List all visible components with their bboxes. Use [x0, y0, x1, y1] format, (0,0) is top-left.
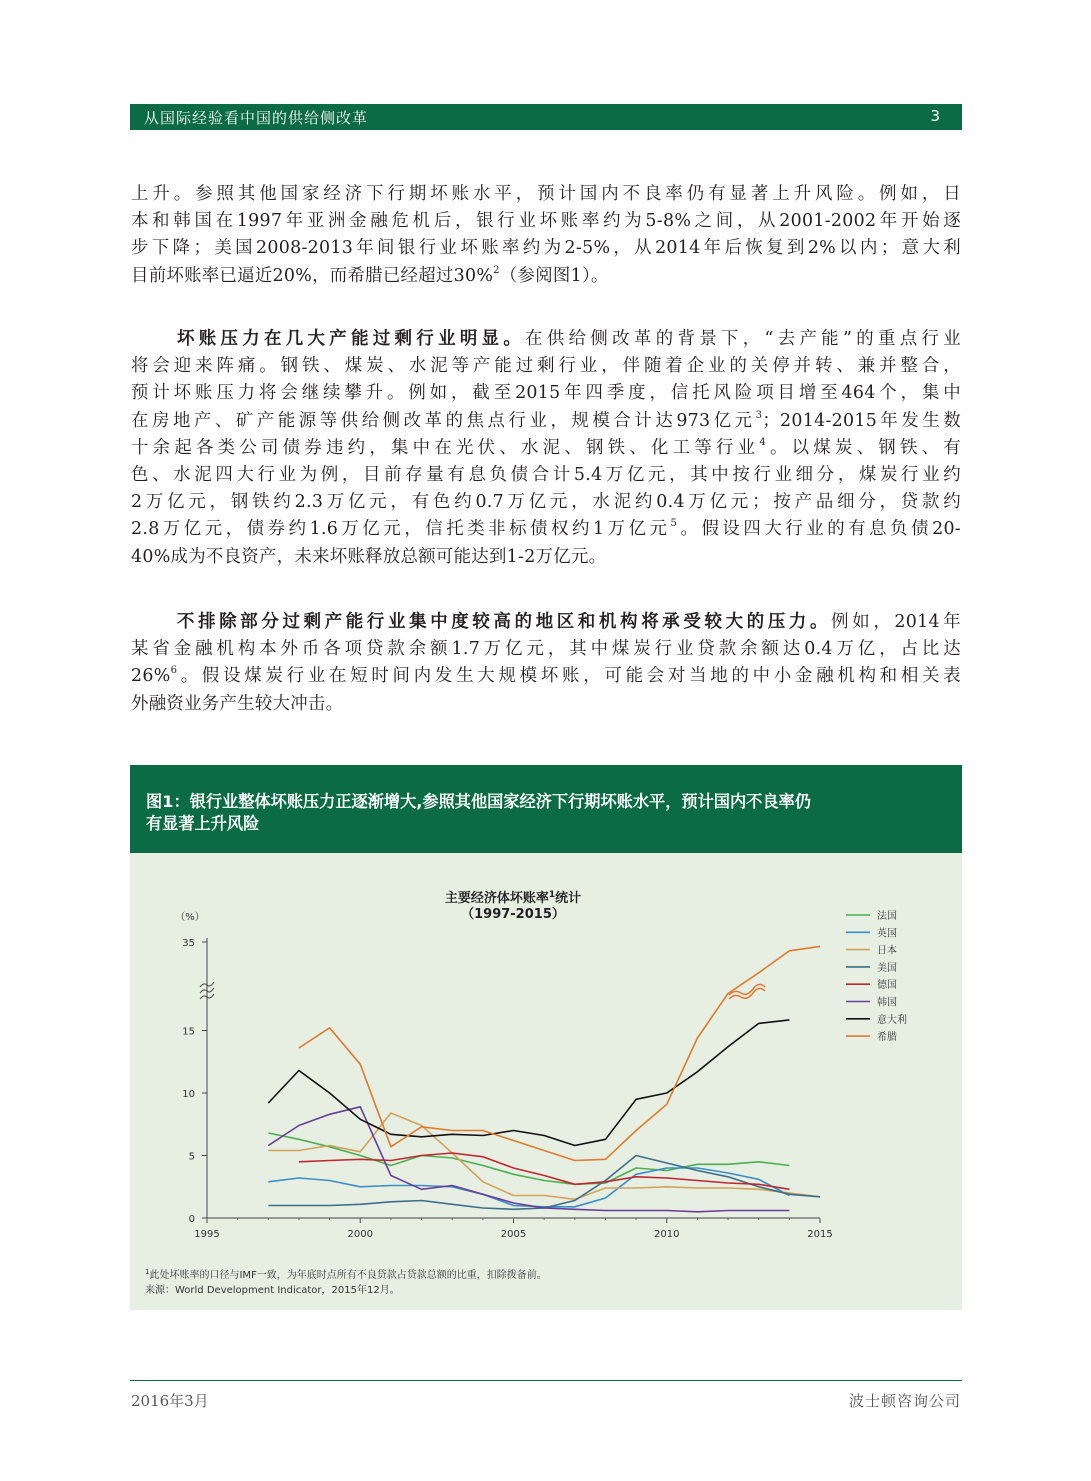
footnote-marker: 1: [145, 1268, 150, 1276]
x-tick-label: 2010: [654, 1229, 680, 1240]
x-tick-label: 2000: [347, 1229, 373, 1240]
legend-label: 韩国: [877, 997, 897, 1009]
series-line-法国: [268, 1133, 789, 1184]
text-run: 。假设煤炭行业在短时间内发生大规模坏账，可能会对当地的中小金融机构和相关表: [177, 666, 961, 687]
y-axis-label: （%）: [175, 912, 205, 923]
text-run: 例如，2014年: [831, 612, 961, 632]
legend-label: 德国: [877, 980, 897, 992]
series-line-意大利: [268, 1020, 789, 1146]
y-tick-label: 5: [188, 1151, 195, 1163]
chart-title: [445, 890, 581, 906]
x-tick-label: 2015: [807, 1229, 833, 1240]
text-run: 在供给侧改革的背景下，“去产能”的重点行业: [525, 329, 961, 349]
chart: [175, 890, 907, 1240]
chart-subtitle: （1997-2015）: [461, 907, 565, 922]
legend-label: 日本: [877, 945, 897, 957]
text-line: 上升。参照其他国家经济下行期坏账水平，预计国内不良率仍有显著上升风险。例如，日: [131, 184, 961, 204]
footer-divider: [130, 1380, 962, 1381]
text-line: 40%成为不良资产，未来坏账释放总额可能达到1-2万亿元。: [131, 546, 607, 567]
figure-footnote: [145, 1266, 547, 1281]
series-line-日本: [268, 1113, 820, 1199]
y-tick-label: 10: [182, 1089, 195, 1100]
text-run: 。以煤炭、钢铁、有: [766, 437, 961, 458]
y-tick-label: 35: [182, 938, 195, 949]
legend-label: 英国: [877, 928, 897, 940]
figure-title-line: 有显著上升风险: [146, 814, 260, 833]
legend-label: 意大利: [877, 1014, 907, 1026]
text-run: 在房地产、矿产能源等供给侧改革的焦点行业，规模合计达973亿元: [131, 410, 756, 431]
text-run: 2.8万亿元，债券约1.6万亿元，信托类非标债权约1万亿元: [131, 519, 671, 540]
x-tick-label: 2005: [500, 1229, 527, 1240]
text-line: 色、水泥四大行业为例，目前存量有息负债合计5.4万亿元，其中按行业细分，煤炭行业约: [131, 465, 961, 486]
y-tick-label: 15: [182, 1026, 195, 1038]
footnote-ref[interactable]: 6: [170, 665, 178, 677]
text-run: （参阅图1）。: [499, 265, 609, 286]
footnote-ref[interactable]: 3: [755, 409, 763, 421]
footer-company: 波士顿咨询公司: [848, 1392, 961, 1410]
text-run: 十余起各类公司债券违约，集中在光伏、水泥、钢铁、化工等行业: [131, 437, 760, 458]
header-title: 从国际经验看中国的供给侧改革: [144, 109, 369, 127]
page-number: 3: [930, 107, 940, 125]
footnote-ref[interactable]: 4: [759, 436, 766, 448]
text-run: 。假设四大行业的有息负债20-: [677, 519, 961, 540]
text-line: 预计坏账压力将会继续攀升。例如，截至2015年四季度，信托风险项目增至464个，集中: [131, 383, 961, 404]
text-line: 本和韩国在1997年亚洲金融危机后，银行业坏账率约为5-8%之间，从2001-2002年开始逐: [131, 211, 961, 232]
bold-lead: 坏账压力在几大产能过剩行业明显。: [177, 329, 526, 349]
text-line: 将会迎来阵痛。钢铁、煤炭、水泥等产能过剩行业，伴随着企业的关停并转、兼并整合，: [131, 356, 961, 377]
text-line: 某省金融机构本外币各项贷款余额1.7万亿元，其中煤炭行业贷款余额达0.4万亿，占比达: [131, 639, 961, 660]
text-line: 步下降；美国2008-2013年间银行业坏账率约为2-5%，从2014年后恢复到2%以内；意大利: [131, 238, 961, 259]
x-tick-label: 1995: [194, 1229, 220, 1240]
footnote-ref[interactable]: 5: [670, 518, 678, 530]
bold-lead: 不排除部分过剩产能行业集中度较高的地区和机构将承受较大的压力。: [177, 612, 832, 632]
footer-date: 2016年3月: [131, 1392, 209, 1410]
text-line: 外融资业务产生较大冲击。: [131, 693, 344, 714]
figure-source: 来源：World Development Indicator，2015年12月。: [145, 1285, 400, 1296]
text-run: 26%: [131, 666, 171, 687]
footnote-text: 此处坏账率的口径与IMF一致，为年底时点所有不良贷款占贷款总额的比重，扣除拨备前。: [149, 1270, 547, 1281]
text-line: 2万亿元，钢铁约2.3万亿元，有色约0.7万亿元，水泥约0.4万亿元；按产品细分，贷款约: [131, 492, 961, 513]
chart-title-text: 主要经济体坏账率: [444, 891, 549, 906]
y-tick-label: 0: [188, 1214, 195, 1225]
figure-title-line: 图1：银行业整体坏账压力正逐渐增大,参照其他国家经济下行期坏账水平，预计国内不良率仍: [146, 792, 811, 811]
footnote-ref[interactable]: 2: [493, 264, 500, 276]
text-run: 目前坏账率已逼近20%，而希腊已经超过30%: [131, 265, 494, 286]
chart-title-tail: 统计: [555, 891, 582, 906]
legend-label: 希腊: [877, 1032, 897, 1044]
chart-title-sup: 1: [548, 890, 556, 900]
legend-label: 法国: [877, 911, 897, 922]
text-run: ；2014-2015年发生数: [762, 410, 962, 431]
legend-label: 美国: [877, 962, 897, 974]
